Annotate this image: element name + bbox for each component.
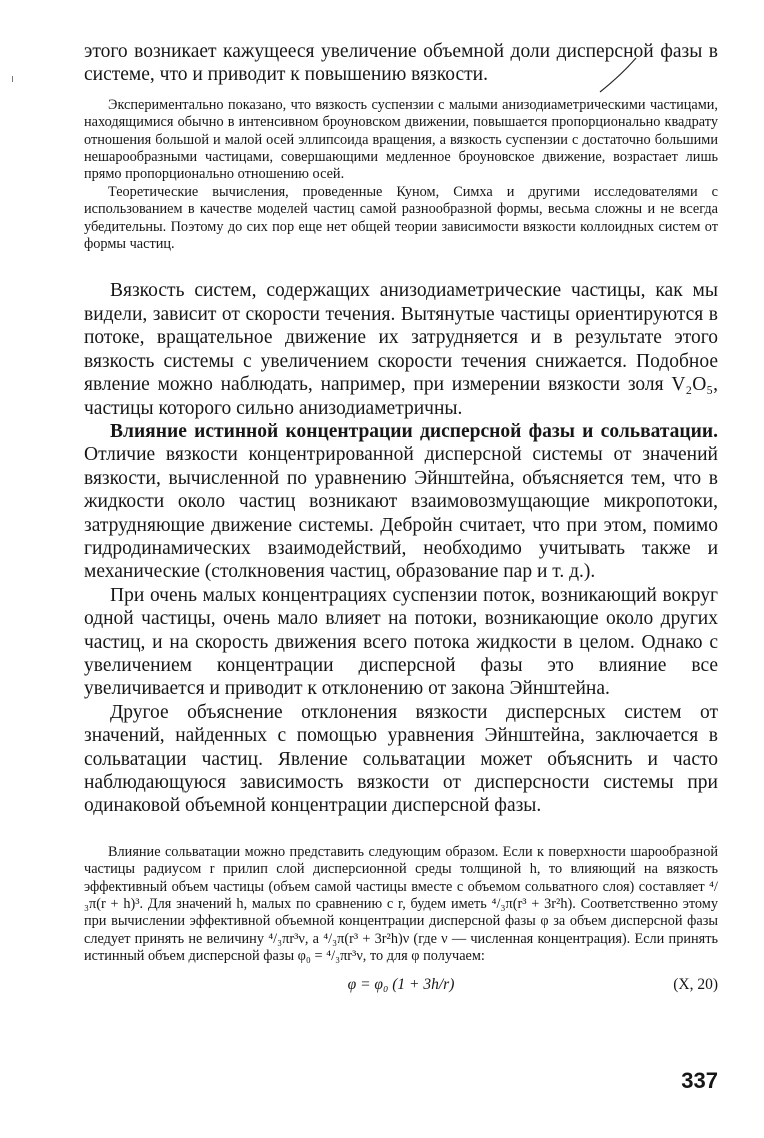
small-paragraph-experimental: Экспериментально показано, что вязкость суспензии с малыми анизодиаметрическими частицами, находящимися обычно в интенсивном броуновском движении, повышается пропорционально квадрату отношения большой и малой осей эллипсоида вращения, а вязкость суспензии с достаточно большими нешарообразными частицами, совершающими медленное броуновское движение, возрастает лишь прямо пропорционально отношению осей.: [84, 96, 718, 183]
small-paragraph-solvation-model: Влияние сольватации можно представить следующим образом. Если к поверхности шарообразной частицы радиусом r прилип слой дисперсионной среды толщиной h, то влияющий на вязкость эффективный объем частицы (объем самой частицы вместе с объемом сольватного слоя) составляет ⁴/₃π(r + h)³. Для значений h, малых по сравнению с r, будем иметь ⁴/₃π(r³ + 3r²h). Соответственно этому при вычислении эффективной объемной концентрации дисперсной фазы φ за объем дисперсной фазы следует принять не величину ⁴/₃πr³ν, а ⁴/₃π(r³ + 3r²h)ν (где ν — численная концентрация). Если принять истинный объем дисперсной фазы φ₀ = ⁴/₃πr³ν, то для φ получаем:: [84, 843, 718, 965]
margin-mark: [12, 76, 13, 82]
section-heading-concentration: Влияние истинной концентрации дисперсной фазы и сольватации.: [110, 420, 718, 442]
paragraph-solvation: Другое объяснение отклонения вязкости дисперсных систем от значений, найденных с помощью уравнения Эйнштейна, заключается в сольватации частиц. Явление сольватации может объяснить и часто наблюдающуюся зависимость вязкости от дисперсности системы при одинаковой объемной концентрации дисперсной фазы.: [84, 701, 718, 817]
paragraph-anisodiametric: Вязкость систем, содержащих анизодиаметрические частицы, как мы видели, зависит от скорости течения. Вытянутые частицы ориентируются в потоке, вращательное движение их затрудняется и в результате этого вязкость системы с увеличением скорости течения снижается. Подобное явление можно наблюдать, например, при измерении вязкости золя V₂O₅, частицы которого сильно анизодиаметричны.: [84, 280, 718, 419]
equation-number: (X, 20): [673, 975, 718, 993]
formula-row: [84, 972, 718, 998]
paragraph-continuation: этого возникает кажущееся увеличение объемной доли дисперсной фазы в системе, что и приводит к повышению вязкости.: [84, 41, 718, 86]
paragraph-concentration: [84, 420, 718, 584]
formula-expression: φ = φ₀ (1 + 3h/r): [347, 975, 455, 993]
page-number: 337: [681, 1068, 718, 1093]
paragraph-concentration-body: Отличие вязкости концентрированной дисперсной системы от значений вязкости, вычисленной по уравнению Эйнштейна, объясняется тем, что в жидкости около частиц возникают взаимовозмущающие микропотоки, затрудняющие движение системы. Дебройн считает, что при этом, помимо гидродинамических взаимодействий, необходимо учитывать также и механические (столкновения частиц, образование пар и т. д.).: [84, 444, 718, 583]
page-body: [84, 40, 718, 998]
small-paragraph-theoretical: Теоретические вычисления, проведенные Куном, Симха и другими исследователями с использованием в качестве моделей частиц самой разнообразной формы, весьма сложны и не всегда убедительны. Поэтому до сих пор еще нет общей теории зависимости вязкости коллоидных систем от формы частиц.: [84, 183, 718, 253]
paragraph-low-concentration: При очень малых концентрациях суспензии поток, возникающий вокруг одной частицы, очень мало влияет на потоки, возникающие около других частиц, и на скорость движения всего потока жидкости в целом. Однако с увеличением концентрации дисперсной фазы это влияние все увеличивается и приводит к отклонению от закона Эйнштейна.: [84, 584, 718, 700]
